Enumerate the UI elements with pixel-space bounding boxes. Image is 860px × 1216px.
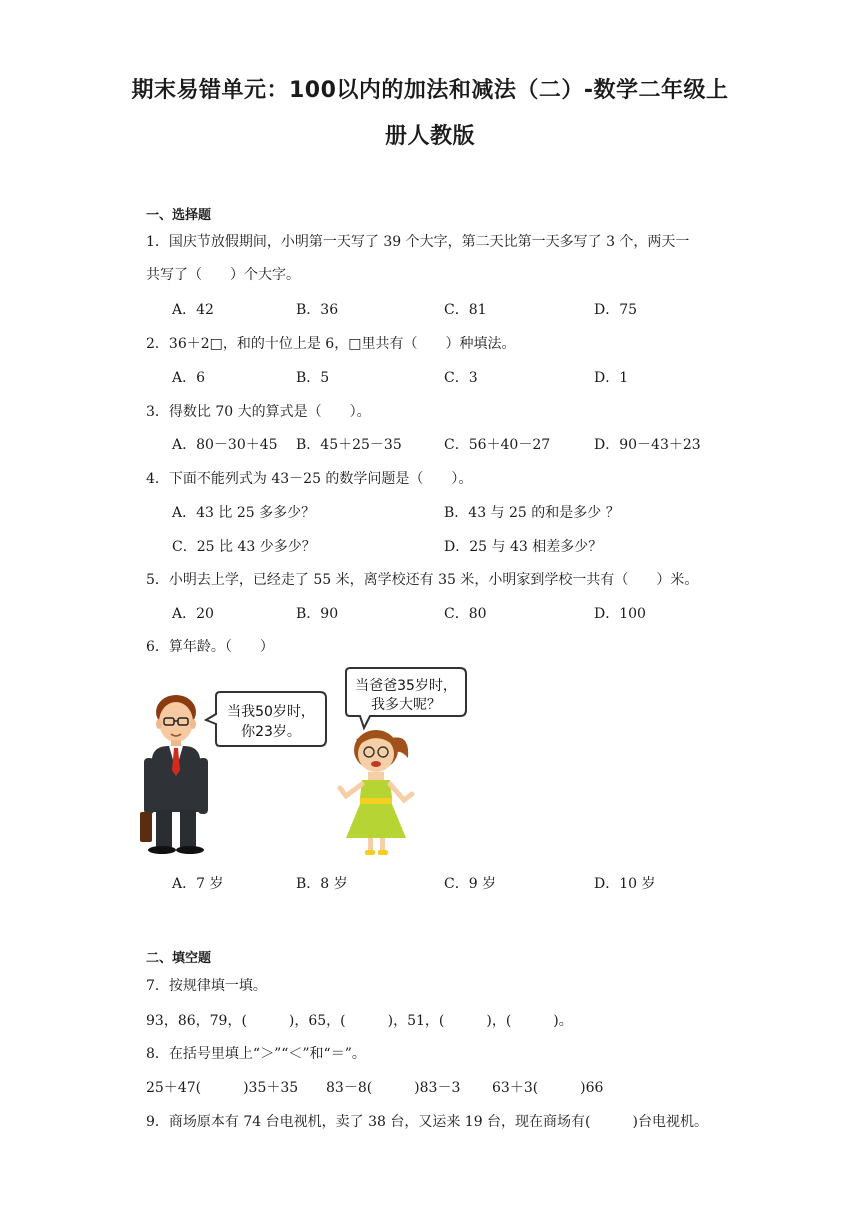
question-9: 9．商场原本有 74 台电视机，卖了 38 台，又运来 19 台，现在商场有( )台电视机。 xyxy=(146,1114,708,1130)
question-1-line-2: 共写了（ ）个大字。 xyxy=(146,267,300,283)
question-1-option-c: C．81 xyxy=(444,302,487,318)
question-1-option-a: A．42 xyxy=(172,302,214,318)
question-6-option-c: C．9 岁 xyxy=(444,876,497,892)
question-5-option-a: A．20 xyxy=(172,606,214,622)
girl-bubble-line-2: 我多大呢？ xyxy=(371,697,441,713)
question-3-option-c: C．56＋40－27 xyxy=(444,437,551,453)
page-title xyxy=(100,68,760,160)
question-8: 8．在括号里填上“＞”“＜”和“＝”。 xyxy=(146,1046,366,1062)
question-4-option-b: B．43 与 25 的和是多少 ？ xyxy=(444,505,620,521)
question-5-option-c: C．80 xyxy=(444,606,487,622)
age-illustration xyxy=(140,662,457,862)
question-5-option-b: B．90 xyxy=(296,606,339,622)
question-7: 7．按规律填一填。 xyxy=(146,978,267,994)
question-3-option-a: A．80－30＋45 xyxy=(172,437,278,453)
title-line-2: 册人教版 xyxy=(384,124,475,149)
question-4: 4．下面不能列式为 43－25 的数学问题是（ ）。 xyxy=(146,471,473,487)
question-5: 5．小明去上学，已经走了 55 米，离学校还有 35 米，小明家到学校一共有（ ）米。 xyxy=(146,572,699,588)
question-8-item-1: 25＋47( )35＋35 xyxy=(146,1080,299,1096)
question-6: 6．算年龄。（ ） xyxy=(146,639,274,655)
question-2-option-b: B．5 xyxy=(296,370,330,386)
question-2: 2．36＋2□，和的十位上是 6，□里共有（ ）种填法。 xyxy=(146,336,516,352)
question-1-option-d: D．75 xyxy=(594,302,638,318)
father-bubble-line-2: 你23岁。 xyxy=(241,724,301,740)
question-4-option-d: D．25 与 43 相差多少？ xyxy=(444,539,603,555)
question-4-option-c: C．25 比 43 少多少？ xyxy=(172,539,316,555)
girl-speech-bubble xyxy=(346,668,466,728)
title-line-1: 期末易错单元：100以内的加法和减法（二）-数学二年级上 xyxy=(131,78,729,103)
section-heading-choice: 一、选择题 xyxy=(146,208,212,223)
question-1-line-1: 1．国庆节放假期间，小明第一天写了 39 个大字，第二天比第一天多写了 3 个，两天一 xyxy=(146,234,690,250)
father-bubble-line-1: 当我50岁时， xyxy=(227,704,315,720)
question-2-option-c: C．3 xyxy=(444,370,478,386)
section-heading-fill-blank: 二、填空题 xyxy=(146,951,212,966)
girl-bubble-line-1: 当爸爸35岁时， xyxy=(355,678,457,694)
question-3-option-d: D．90－43＋23 xyxy=(594,437,701,453)
father-speech-bubble xyxy=(206,692,326,746)
question-4-option-a: A．43 比 25 多多少？ xyxy=(172,505,316,521)
question-1-option-b: B．36 xyxy=(296,302,339,318)
question-3: 3．得数比 70 大的算式是（ ）。 xyxy=(146,404,371,420)
question-6-option-a: A．7 岁 xyxy=(172,876,224,892)
question-8-item-3: 63＋3( )66 xyxy=(492,1080,604,1096)
question-2-option-a: A．6 xyxy=(172,370,206,386)
question-2-option-d: D．1 xyxy=(594,370,629,386)
question-3-option-b: B．45＋25－35 xyxy=(296,437,402,453)
question-6-option-d: D．10 岁 xyxy=(594,876,656,892)
question-5-option-d: D．100 xyxy=(594,606,646,622)
question-6-option-b: B．8 岁 xyxy=(296,876,348,892)
question-8-item-2: 83－8( )83－3 xyxy=(326,1080,461,1096)
father-figure xyxy=(140,695,208,854)
girl-figure xyxy=(340,730,412,855)
question-7-sequence: 93，86，79，( )，65，( )，51，( )，( )。 xyxy=(146,1013,573,1029)
